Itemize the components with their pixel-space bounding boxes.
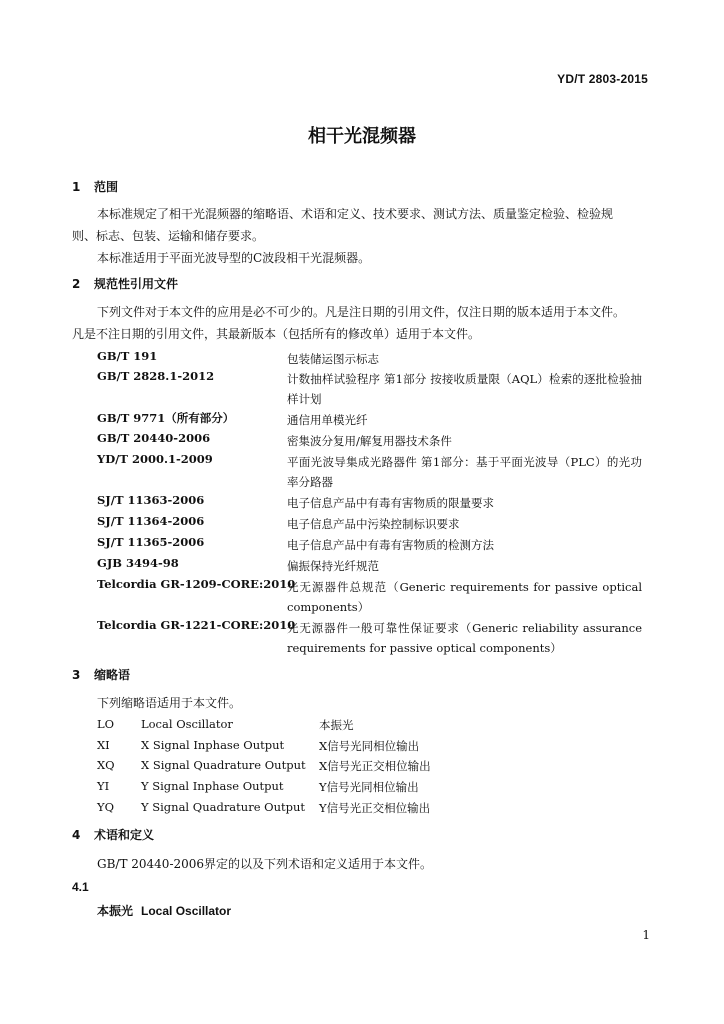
reference-title: 电子信息产品中有毒有害物质的限量要求: [287, 496, 494, 510]
abbreviation-english: Local Oscillator: [141, 717, 233, 731]
section-number: 2: [72, 277, 81, 291]
reference-code: GB/T 9771（所有部分）: [97, 411, 235, 425]
clause-number: 4.1: [72, 880, 89, 894]
reference-title: 包装储运图示标志: [287, 352, 379, 366]
refs-intro-line1: 下列文件对于本文件的应用是必不可少的。凡是注日期的引用文件，仅注日期的版本适用于本文件。: [97, 305, 626, 319]
refs-intro-line2: 凡是不注日期的引用文件，其最新版本（包括所有的修改单）适用于本文件。: [72, 327, 481, 341]
reference-title: 通信用单模光纤: [287, 413, 368, 427]
reference-code: SJ/T 11363-2006: [97, 493, 205, 507]
abbreviation-chinese: 本振光: [319, 718, 354, 732]
section-title: 规范性引用文件: [94, 277, 179, 291]
abbr-intro: 下列缩略语适用于本文件。: [97, 696, 242, 710]
section-number: 3: [72, 668, 81, 682]
reference-title: 电子信息产品中有毒有害物质的检测方法: [287, 538, 494, 552]
section-heading-scope: [72, 178, 118, 195]
abbreviation-row: [97, 717, 497, 737]
standard-code: YD/T 2803-2015: [557, 72, 648, 86]
section-number: 1: [72, 180, 81, 194]
section-heading-terms: [72, 826, 154, 843]
section-title: 缩略语: [94, 668, 131, 682]
term-english: Local Oscillator: [141, 904, 232, 918]
reference-title: 光无源器件总规范（Generic requirements for passive optical components）: [287, 580, 642, 614]
section-number: 4: [72, 828, 81, 842]
scope-para1-line1: 本标准规定了相干光混频器的缩略语、术语和定义、技术要求、测试方法、质量鉴定检验、检验规: [97, 207, 614, 221]
scope-para2: 本标准适用于平面光波导型的C波段相干光混频器。: [97, 251, 371, 265]
abbreviation-code: YI: [97, 779, 110, 793]
abbreviation-code: XQ: [97, 758, 115, 772]
scope-para1-line2: 则、标志、包装、运输和储存要求。: [72, 229, 265, 243]
abbreviation-chinese: X信号光同相位输出: [319, 739, 420, 753]
abbreviation-english: X Signal Inphase Output: [141, 738, 285, 752]
page-number: 1: [642, 928, 650, 942]
reference-code: SJ/T 11365-2006: [97, 535, 205, 549]
abbreviation-code: YQ: [97, 800, 115, 814]
section-title: 范围: [94, 180, 119, 194]
reference-title: 计数抽样试验程序 第1部分 按接收质量限（AQL）检索的逐批检验抽样计划: [287, 372, 642, 406]
section-heading-refs: [72, 275, 178, 292]
abbreviation-english: X Signal Quadrature Output: [141, 758, 306, 772]
term-chinese: 本振光: [97, 904, 134, 918]
abbreviation-chinese: X信号光正交相位输出: [319, 759, 431, 773]
reference-title: 电子信息产品中污染控制标识要求: [287, 517, 460, 531]
reference-code: YD/T 2000.1-2009: [97, 452, 213, 466]
terms-intro: GB/T 20440-2006界定的以及下列术语和定义适用于本文件。: [97, 857, 433, 871]
reference-title: 平面光波导集成光路器件 第1部分：基于平面光波导（PLC）的光功率分路器: [287, 455, 642, 489]
section-heading-abbr: [72, 666, 130, 683]
reference-code: GB/T 2828.1-2012: [97, 369, 215, 383]
abbreviation-chinese: Y信号光正交相位输出: [319, 801, 431, 815]
abbreviation-row: [97, 800, 497, 820]
abbreviation-code: XI: [97, 738, 110, 752]
abbreviation-row: [97, 758, 497, 778]
abbreviation-english: Y Signal Quadrature Output: [141, 800, 305, 814]
abbreviation-english: Y Signal Inphase Output: [141, 779, 284, 793]
reference-title: 密集波分复用/解复用器技术条件: [287, 434, 452, 448]
reference-code: SJ/T 11364-2006: [97, 514, 205, 528]
term-entry: [97, 902, 231, 919]
reference-code: Telcordia GR-1221-CORE:2010: [97, 618, 296, 632]
reference-code: GB/T 20440-2006: [97, 431, 211, 445]
abbreviation-row: [97, 779, 497, 799]
abbreviation-row: [97, 738, 497, 758]
reference-code: GB/T 191: [97, 349, 158, 363]
abbreviation-chinese: Y信号光同相位输出: [319, 780, 419, 794]
page-title: 相干光混频器: [308, 126, 416, 147]
section-title: 术语和定义: [94, 828, 155, 842]
reference-title: 偏振保持光纤规范: [287, 559, 379, 573]
reference-code: GJB 3494-98: [97, 556, 179, 570]
reference-title: 光无源器件一般可靠性保证要求（Generic reliability assurance requirements for passive optical components）: [287, 621, 642, 655]
reference-code: Telcordia GR-1209-CORE:2010: [97, 577, 296, 591]
abbreviation-code: LO: [97, 717, 115, 731]
